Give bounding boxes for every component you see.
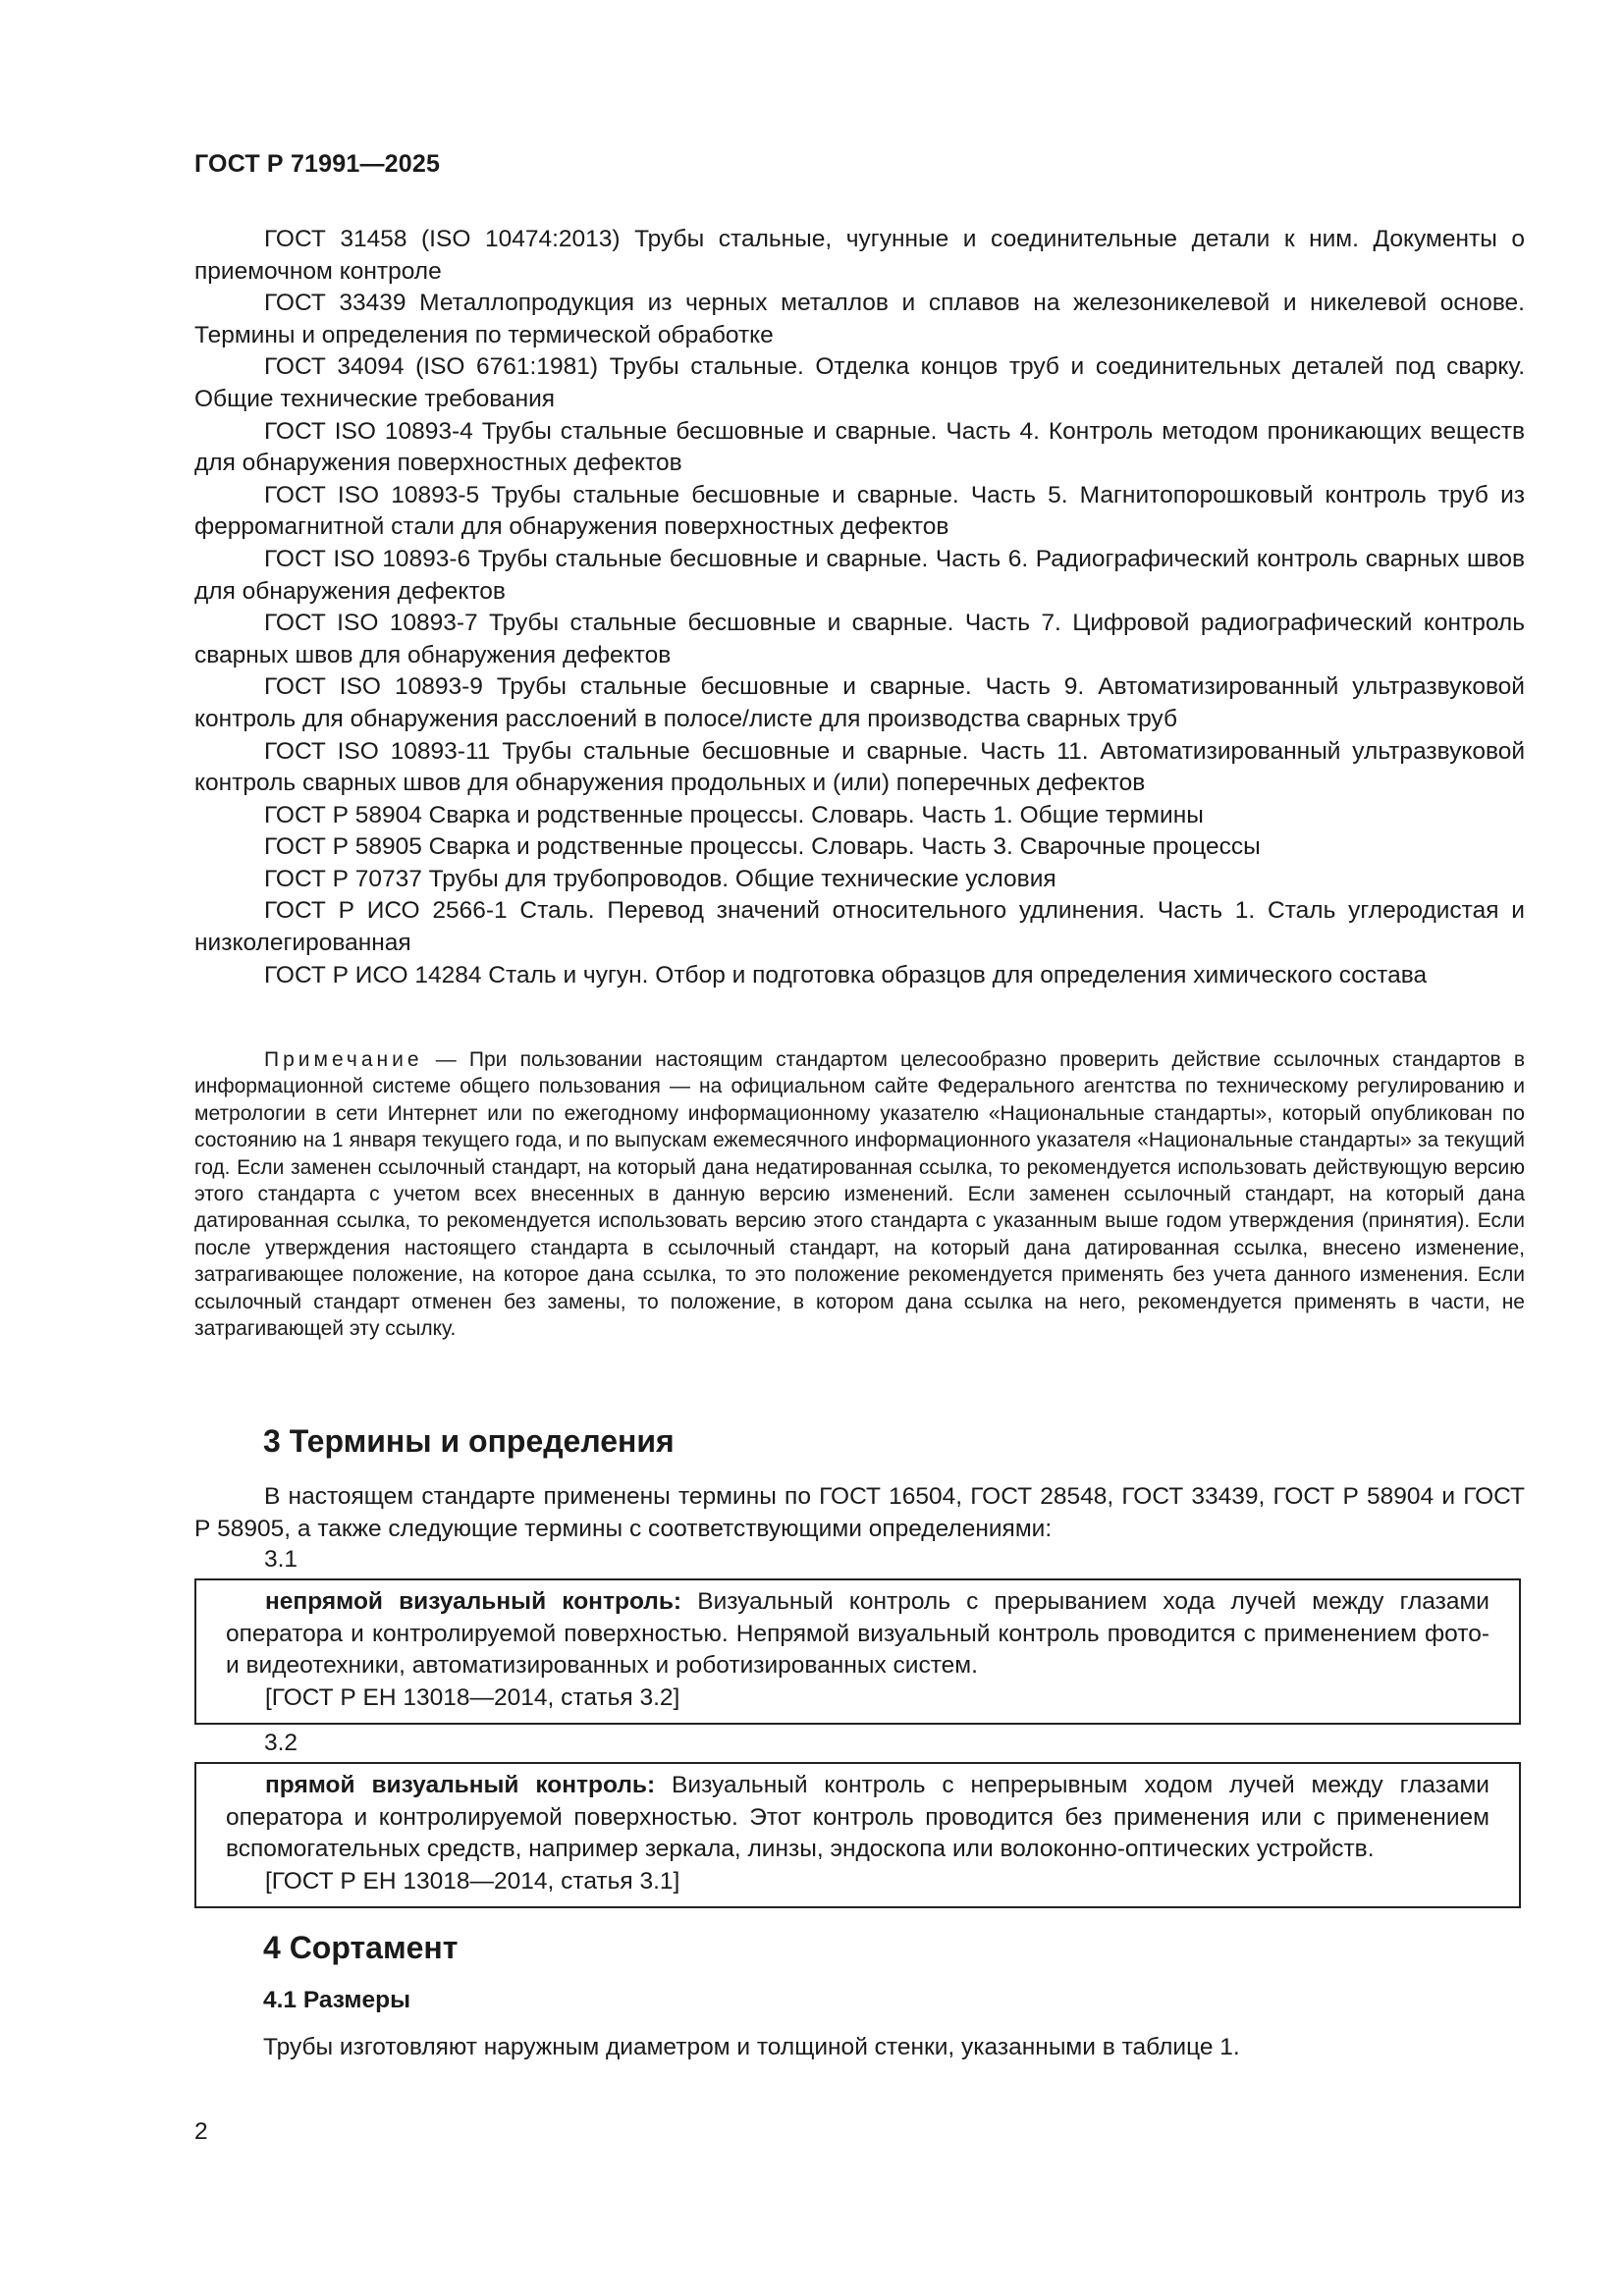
section-4-title: 4 Сортамент <box>263 1930 459 1965</box>
term-source: [ГОСТ Р ЕН 13018—2014, статья 3.1] <box>265 1867 680 1895</box>
reference-item: ГОСТ Р 70737 Трубы для трубопроводов. Общие технические условия <box>264 865 1056 892</box>
term-name: прямой визуальный контроль: <box>265 1772 656 1798</box>
reference-item: ГОСТ 33439 Металлопродукция из черных металлов и сплавов на железоникелевой и никелевой основе. Термины и определения по термической обработке <box>194 290 1525 348</box>
term-definition-text: Визуальный контроль с прерыванием хода лучей между глазами оператора и контролируемой поверхностью. Непрямой визуальный контроль проводится с применением фото- и видеотехники, автоматизированных и роботизированных систем. <box>226 1588 1489 1680</box>
subsection-4-1-text: Трубы изготовляют наружным диаметром и толщиной стенки, указанными в таблице 1. <box>263 2034 1240 2060</box>
reference-item: ГОСТ Р ИСО 14284 Сталь и чугун. Отбор и подготовка образцов для определения химического состава <box>264 961 1428 988</box>
reference-item: ГОСТ ISO 10893-4 Трубы стальные бесшовные и сварные. Часть 4. Контроль методом проникающих веществ для обнаружения поверхностных дефектов <box>194 417 1525 477</box>
section-3-intro <box>194 1481 1525 1545</box>
note-paragraph <box>194 1046 1525 1342</box>
reference-item: ГОСТ Р ИСО 2566-1 Сталь. Перевод значений относительного удлинения. Часть 1. Сталь углеродистая и низколегированная <box>194 897 1525 957</box>
section-3-title: 3 Термины и определения <box>263 1423 675 1459</box>
normative-references-list <box>194 224 1525 991</box>
reference-item: ГОСТ Р 58905 Сварка и родственные процессы. Словарь. Часть 3. Сварочные процессы <box>264 833 1261 861</box>
reference-item: ГОСТ Р 58904 Сварка и родственные процессы. Словарь. Часть 1. Общие термины <box>264 801 1204 828</box>
page-number: 2 <box>194 2118 208 2145</box>
reference-item: ГОСТ ISO 10893-7 Трубы стальные бесшовные и сварные. Часть 7. Цифровой радиографический контроль сварных швов для обнаружения дефектов <box>194 610 1525 668</box>
reference-item: ГОСТ ISO 10893-6 Трубы стальные бесшовные и сварные. Часть 6. Радиографический контроль сварных швов для обнаружения дефектов <box>194 545 1525 605</box>
term-definition-box <box>194 1578 1521 1725</box>
term-number: 3.2 <box>264 1730 298 1756</box>
term-definition <box>226 1586 1489 1682</box>
term-definition-box <box>194 1762 1521 1908</box>
note-label: Примечание <box>264 1048 423 1071</box>
note-text: — При пользовании настоящим стандартом целесообразно проверить действие ссылочных стандартов в информационной системе общего пользования — на официальном сайте Федерального агентства по техническому регулированию и метрологии в сети Интернет или по ежегодному информационному указателю «Национальные стандарты», который опубликован по состоянию на 1 января текущего года, и по выпускам ежемесячного информационного указателя «Национальные стандарты» за текущий год. Если заменен ссылочный стандарт, на который дана недатированная ссылка, то рекомендуется использовать действующую версию этого стандарта с учетом всех внесенных в данную версию изменений. Если заменен ссылочный стандарт, на который дана датированная ссылка, то рекомендуется использовать версию этого стандарта с указанным выше годом утверждения (принятия). Если после утверждения настоящего стандарта в ссылочный стандарт, на который дана датированная ссылка, внесено изменение, затрагивающее положение, на которое дана ссылка, то это положение рекомендуется применять без учета данного изменения. Если ссылочный стандарт отменен без замены, то положение, в котором дана ссылка на него, рекомендуется применять в части, не затрагивающей эту ссылку. <box>194 1048 1525 1341</box>
reference-item: ГОСТ 34094 (ISO 6761:1981) Трубы стальные. Отделка концов труб и соединительных деталей под сварку. Общие технические требования <box>194 353 1525 412</box>
document-header: ГОСТ Р 71991—2025 <box>194 150 441 178</box>
section-3-intro-text: В настоящем стандарте применены термины по ГОСТ 16504, ГОСТ 28548, ГОСТ 33439, ГОСТ Р 58904 и ГОСТ Р 58905, а также следующие термины с соответствующими определениями: <box>194 1483 1525 1542</box>
term-definition <box>226 1770 1489 1866</box>
note-block <box>194 1046 1525 1342</box>
reference-item: ГОСТ ISO 10893-9 Трубы стальные бесшовные и сварные. Часть 9. Автоматизированный ультразвуковой контроль для обнаружения расслоений в полосе/листе для производства сварных труб <box>194 673 1525 732</box>
term-number: 3.1 <box>264 1546 298 1573</box>
reference-item: ГОСТ ISO 10893-11 Трубы стальные бесшовные и сварные. Часть 11. Автоматизированный ультразвуковой контроль сварных швов для обнаружения продольных и (или) поперечных дефектов <box>194 737 1525 797</box>
term-source: [ГОСТ Р ЕН 13018—2014, статья 3.2] <box>265 1683 680 1711</box>
reference-item: ГОСТ 31458 (ISO 10474:2013) Трубы стальные, чугунные и соединительные детали к ним. Документы о приемочном контроле <box>194 226 1525 285</box>
reference-item: ГОСТ ISO 10893-5 Трубы стальные бесшовные и сварные. Часть 5. Магнитопорошковый контроль труб из ферромагнитной стали для обнаружения поверхностных дефектов <box>194 481 1525 541</box>
term-name: непрямой визуальный контроль: <box>265 1588 682 1615</box>
term-definition-text: Визуальный контроль с непрерывным ходом лучей между глазами оператора и контролируемой поверхностью. Этот контроль проводится без применения или с применением вспомогательных средств, например зеркала, линзы, эндоскопа или волоконно-оптических устройств. <box>226 1772 1489 1863</box>
subsection-4-1-title: 4.1 Размеры <box>263 1987 411 2013</box>
